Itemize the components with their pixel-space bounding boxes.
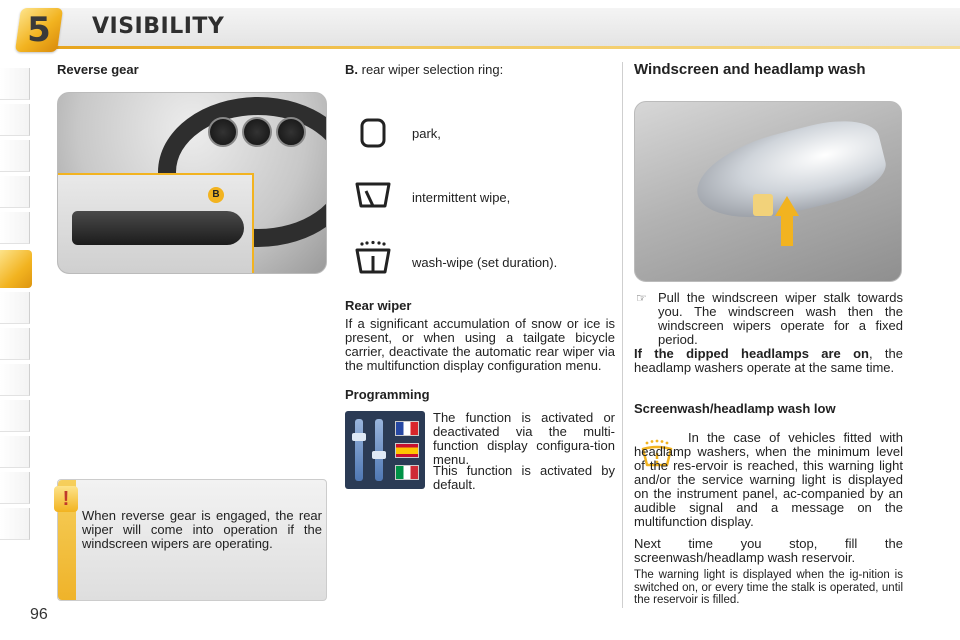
- chapter-tab-4[interactable]: [0, 176, 30, 208]
- chapter-tab-6-active[interactable]: [0, 250, 32, 288]
- dashboard-stalk-photo: [57, 92, 327, 274]
- chapter-tab-11[interactable]: [0, 436, 30, 468]
- wash-section-title: Windscreen and headlamp wash: [634, 61, 866, 78]
- dipped-headlamps-text: , the headlamp washers operate at the same time.: [634, 346, 904, 375]
- dipped-headlamps-paragraph: [634, 347, 903, 375]
- chapter-tab-9[interactable]: [0, 364, 30, 396]
- chapter-tab-3[interactable]: [0, 140, 30, 172]
- dipped-headlamps-bold: If the dipped headlamps are on: [634, 346, 869, 361]
- spray-arrow-stem: [781, 216, 793, 246]
- programming-text-1: The function is activated or deactivated via the multi-function display configura-tion menu.: [433, 410, 615, 467]
- wash-low-heading: Screenwash/headlamp wash low: [634, 401, 836, 416]
- selection-ring-intro: [345, 62, 503, 77]
- ring-label: B.: [345, 62, 358, 77]
- spray-arrow-icon: [775, 196, 799, 216]
- reverse-gear-heading: Reverse gear: [57, 62, 139, 77]
- wiper-option-park: park,: [412, 126, 441, 141]
- slider-knob: [352, 433, 366, 441]
- ring-b-badge: B: [208, 187, 224, 203]
- rear-wiper-heading: Rear wiper: [345, 298, 412, 313]
- header-gold-line: [40, 46, 960, 49]
- slider-bar: [375, 419, 383, 481]
- page-number: 96: [30, 606, 48, 623]
- chapter-tab-12[interactable]: [0, 472, 30, 504]
- wiper-stalk-shape: [72, 211, 244, 245]
- chapter-tab-5[interactable]: [0, 212, 30, 244]
- programming-heading: Programming: [345, 387, 430, 402]
- intermittent-wipe-icon: [354, 179, 392, 211]
- slider-knob: [372, 451, 386, 459]
- italy-flag-icon: [395, 465, 419, 480]
- pointing-hand-icon: ☞: [636, 291, 647, 305]
- configuration-menu-icon: [345, 411, 425, 489]
- washer-nozzle-shape: [753, 194, 773, 216]
- chapter-tab-8[interactable]: [0, 328, 30, 360]
- page-title: VISIBILITY: [92, 14, 225, 39]
- wash-low-text: In the case of vehicles fitted with headlamp washers, when the minimum level of the res-ervoir is reached, this warning light and/or the service warning light is displayed on the instrument panel, ac-companied by an audible signal and a message on the multifunction display.: [634, 430, 903, 529]
- rear-wiper-text: If a significant accumulation of snow or ice is present, or when using a tailgate bicycle carrier, deactivate the automatic rear wiper via the multifunction display configuration menu.: [345, 316, 615, 373]
- chapter-tab-2[interactable]: [0, 104, 30, 136]
- slider-bar: [355, 419, 363, 481]
- spain-flag-icon: [395, 443, 419, 458]
- pull-stalk-text: Pull the windscreen wiper stalk towards you. The windscreen wash then the windscreen wipers operate for a fixed period.: [658, 290, 903, 347]
- chapter-tab-7[interactable]: [0, 292, 30, 324]
- programming-text-2: This function is activated by default.: [433, 463, 615, 492]
- warning-exclamation-icon: !: [54, 486, 78, 512]
- chapter-tab-13[interactable]: [0, 508, 30, 540]
- wiper-option-wash-wipe: wash-wipe (set duration).: [412, 255, 558, 270]
- france-flag-icon: [395, 421, 419, 436]
- next-stop-text: Next time you stop, fill the screenwash/headlamp wash reservoir.: [634, 536, 903, 565]
- headlamp-wash-photo: [634, 101, 902, 282]
- ring-intro-text: rear wiper selection ring:: [358, 62, 504, 77]
- chapter-tab-10[interactable]: [0, 400, 30, 432]
- chapter-tabs: [0, 64, 32, 576]
- wiper-option-intermittent: intermittent wipe,: [412, 190, 511, 205]
- gauge-shape: [242, 117, 272, 147]
- gauge-shape: [276, 117, 306, 147]
- wash-wipe-icon: [354, 240, 392, 278]
- gauge-shape: [208, 117, 238, 147]
- chapter-tab-1[interactable]: [0, 68, 30, 100]
- park-wiper-icon: [358, 117, 388, 149]
- reverse-gear-note: When reverse gear is engaged, the rear wiper will come into operation if the windscreen wipers are operating.: [82, 508, 322, 551]
- chapter-number: 5: [27, 10, 51, 50]
- warning-light-note: The warning light is displayed when the ig-nition is switched on, or every time the stalk is operated, until the reservoir is filled.: [634, 569, 903, 606]
- column-divider: [622, 62, 623, 608]
